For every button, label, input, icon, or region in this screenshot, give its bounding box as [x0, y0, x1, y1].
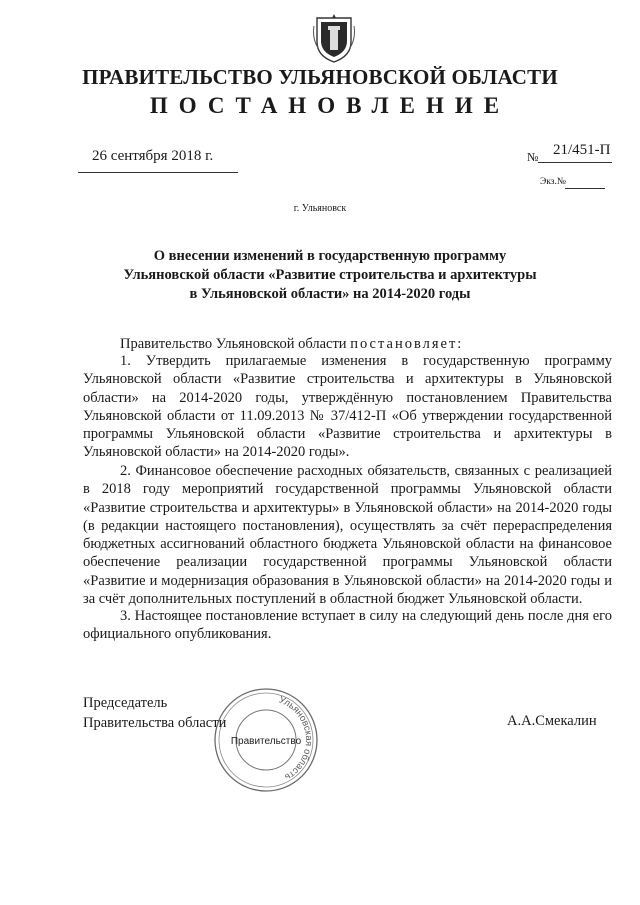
- resolution-intro: [120, 336, 463, 353]
- subject-line: в Ульяновской области» на 2014-2020 годы: [189, 286, 471, 302]
- signatory-name: А.А.Смекалин: [507, 713, 597, 729]
- official-seal-stamp: [212, 686, 320, 794]
- intro-subject: Правительство Ульяновской области: [120, 336, 347, 352]
- subject-line: О внесении изменений в государственную программу: [153, 248, 507, 264]
- organization-title: ПРАВИТЕЛЬСТВО УЛЬЯНОВСКОЙ ОБЛАСТИ: [82, 65, 558, 89]
- date-underline: [78, 172, 238, 173]
- position-line: Правительства области: [83, 715, 227, 731]
- paragraph: 3. Настоящее постановление вступает в силу на следующий день после дня его официального опубликования.: [83, 608, 612, 643]
- seal-inner-text: Правительство: [230, 736, 302, 747]
- document-number: 21/451-П: [553, 142, 611, 158]
- document-subject: [100, 247, 560, 304]
- copy-number-label: Экз.№: [540, 177, 566, 187]
- number-underline: [538, 162, 612, 163]
- position-line: Председатель: [83, 695, 168, 711]
- document-type-title: ПОСТАНОВЛЕНИЕ: [149, 93, 511, 118]
- subject-line: Ульяновской области «Развитие строительства и архитектуры: [123, 267, 537, 283]
- document-date: 26 сентября 2018 г.: [92, 148, 214, 164]
- signatory-position: [83, 693, 226, 733]
- intro-verb: постановляет:: [350, 336, 464, 352]
- paragraph: 2. Финансовое обеспечение расходных обязательств, связанных с реализацией в 2018 году мероприятий государственной программы Ульяновской области «Развитие строительства и архитектуры» в Ульяновской области» на 2014-2020 годы (в редакции настоящего постановления), осуществлять за счёт перераспределения бюджетных ассигнований областного бюджета Ульяновской области на финансовое обеспечение реализации государственной программы Ульяновской области «Развитие и модернизация образования в Ульяновской области» на 2014-2020 годы и за счёт дополнительных поступлений в областной бюджет Ульяновской области.: [83, 463, 612, 608]
- number-sign: №: [527, 150, 539, 164]
- coat-of-arms-emblem: [313, 12, 355, 64]
- copy-number-underline: [565, 188, 605, 189]
- document-city: г. Ульяновск: [293, 203, 347, 214]
- paragraph: 1. Утвердить прилагаемые изменения в государственную программу Ульяновской области «Развитие строительства и архитектуры в Ульяновской области» на 2014-2020 годы, утверждённую постановлением Правительства Ульяновской области от 11.09.2013 № 37/412-П «Об утверждении государственной программы Ульяновской области «Развитие строительства и архитектуры в Ульяновской области» на 2014-2020 годы».: [83, 353, 612, 461]
- seal-outer-text: Ульяновская область: [277, 694, 315, 783]
